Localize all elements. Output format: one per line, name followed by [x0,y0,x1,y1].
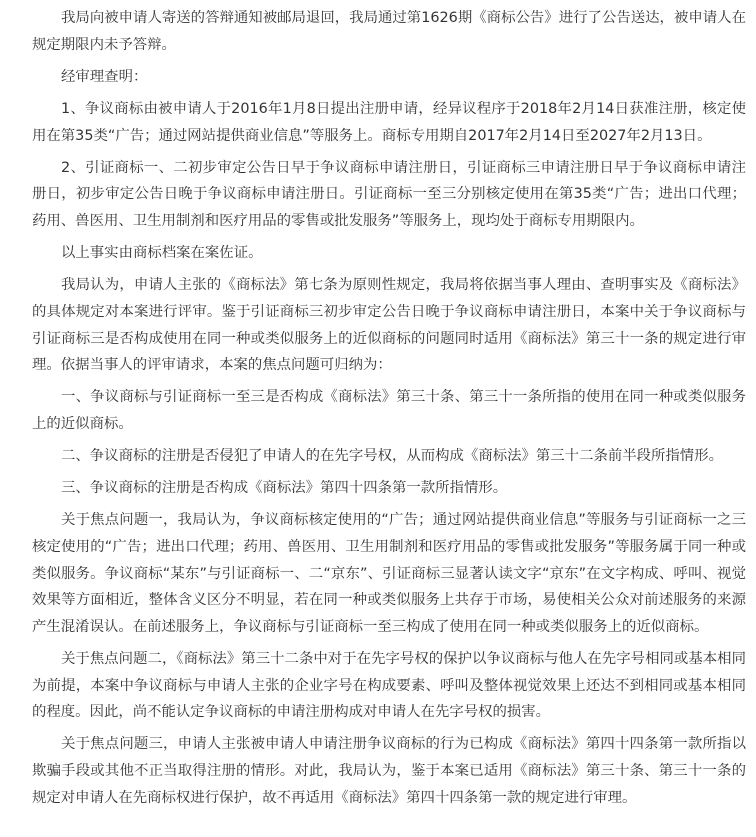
paragraph-issue-3: 三、争议商标的注册是否构成《商标法》第四十四条第一款所指情形。 [61,480,508,497]
paragraph-finding-2: 2、引证商标一、二初步审定公告日早于争议商标申请注册日，引证商标三申请注册日早于争议商标申请注册日，初步审定公告日晚于争议商标申请注册日。引证商标一至三分别核定使用在第35类“广告；进出口代理；药用、兽医用、卫生用制剂和医疗用品的零售或批发服务”等服务上，现均处于商标专用期限内。 [32,159,746,229]
paragraph-findings-heading: 经审理查明： [61,68,148,85]
paragraph-issue-2: 二、争议商标的注册是否侵犯了申请人的在先字号权，从而构成《商标法》第三十二条前半段所指情形。 [61,448,723,465]
paragraph-issue-1: 一、争议商标与引证商标一至三是否构成《商标法》第三十条、第三十一条所指的使用在同一种或类似服务上的近似商标。 [32,389,746,432]
paragraph-service-notice: 我局向被申请人寄送的答辩通知被邮局退回，我局通过第1626期《商标公告》进行了公告送达，被申请人在规定期限内未予答辩。 [32,10,746,53]
paragraph-evidence: 以上事实由商标档案在案佐证。 [61,245,263,262]
paragraph-analysis-1: 关于焦点问题一，我局认为，争议商标核定使用的“广告；通过网站提供商业信息”等服务与引证商标一之三核定使用的“广告；进出口代理；药用、兽医用、卫生用制剂和医疗用品的零售或批发服务”等服务属于同一种或类似服务。争议商标“某东”与引证商标一、二“京东”、引证商标三显著认读文字“京东”在文字构成、呼叫、视觉效果等方面相近，整体含义区分不明显，若在同一种或类似服务上共存于市场，易使相关公众对前述服务的来源产生混淆误认。在前述服务上，争议商标与引证商标一至三构成了使用在同一种或类似服务上的近似商标。 [32,512,746,635]
paragraph-opinion: 我局认为，申请人主张的《商标法》第七条为原则性规定，我局将依据当事人理由、查明事实及《商标法》的具体规定对本案进行评审。鉴于引证商标三初步审定公告日晚于争议商标申请注册日，本案中关于争议商标与引证商标三是否构成使用在同一种或类似服务上的近似商标的问题同时适用《商标法》第三十一条的规定进行审理。依据当事人的评审请求，本案的焦点问题可归纳为： [32,277,746,374]
paragraph-analysis-3: 关于焦点问题三，申请人主张被申请人申请注册争议商标的行为已构成《商标法》第四十四条第一款所指以欺骗手段或其他不正当取得注册的情形。对此，我局认为，鉴于本案已适用《商标法》第三十条、第三十一条的规定对申请人在先商标权进行保护，故不再适用《商标法》第四十四条第一款的规定进行审理。 [32,736,746,806]
paragraph-finding-1: 1、争议商标由被申请人于2016年1月8日提出注册申请，经异议程序于2018年2月14日获准注册，核定使用在第35类“广告；通过网站提供商业信息”等服务上。商标专用期自2017年2月14日至2027年2月13日。 [32,100,746,144]
paragraph-analysis-2: 关于焦点问题二，《商标法》第三十二条中对于在先字号权的保护以争议商标与他人在先字号相同或基本相同为前提，本案中争议商标与申请人主张的企业字号在构成要素、呼叫及整体视觉效果上还达不到相同或基本相同的程度。因此，尚不能认定争议商标的申请注册构成对申请人在先字号权的损害。 [32,651,746,721]
